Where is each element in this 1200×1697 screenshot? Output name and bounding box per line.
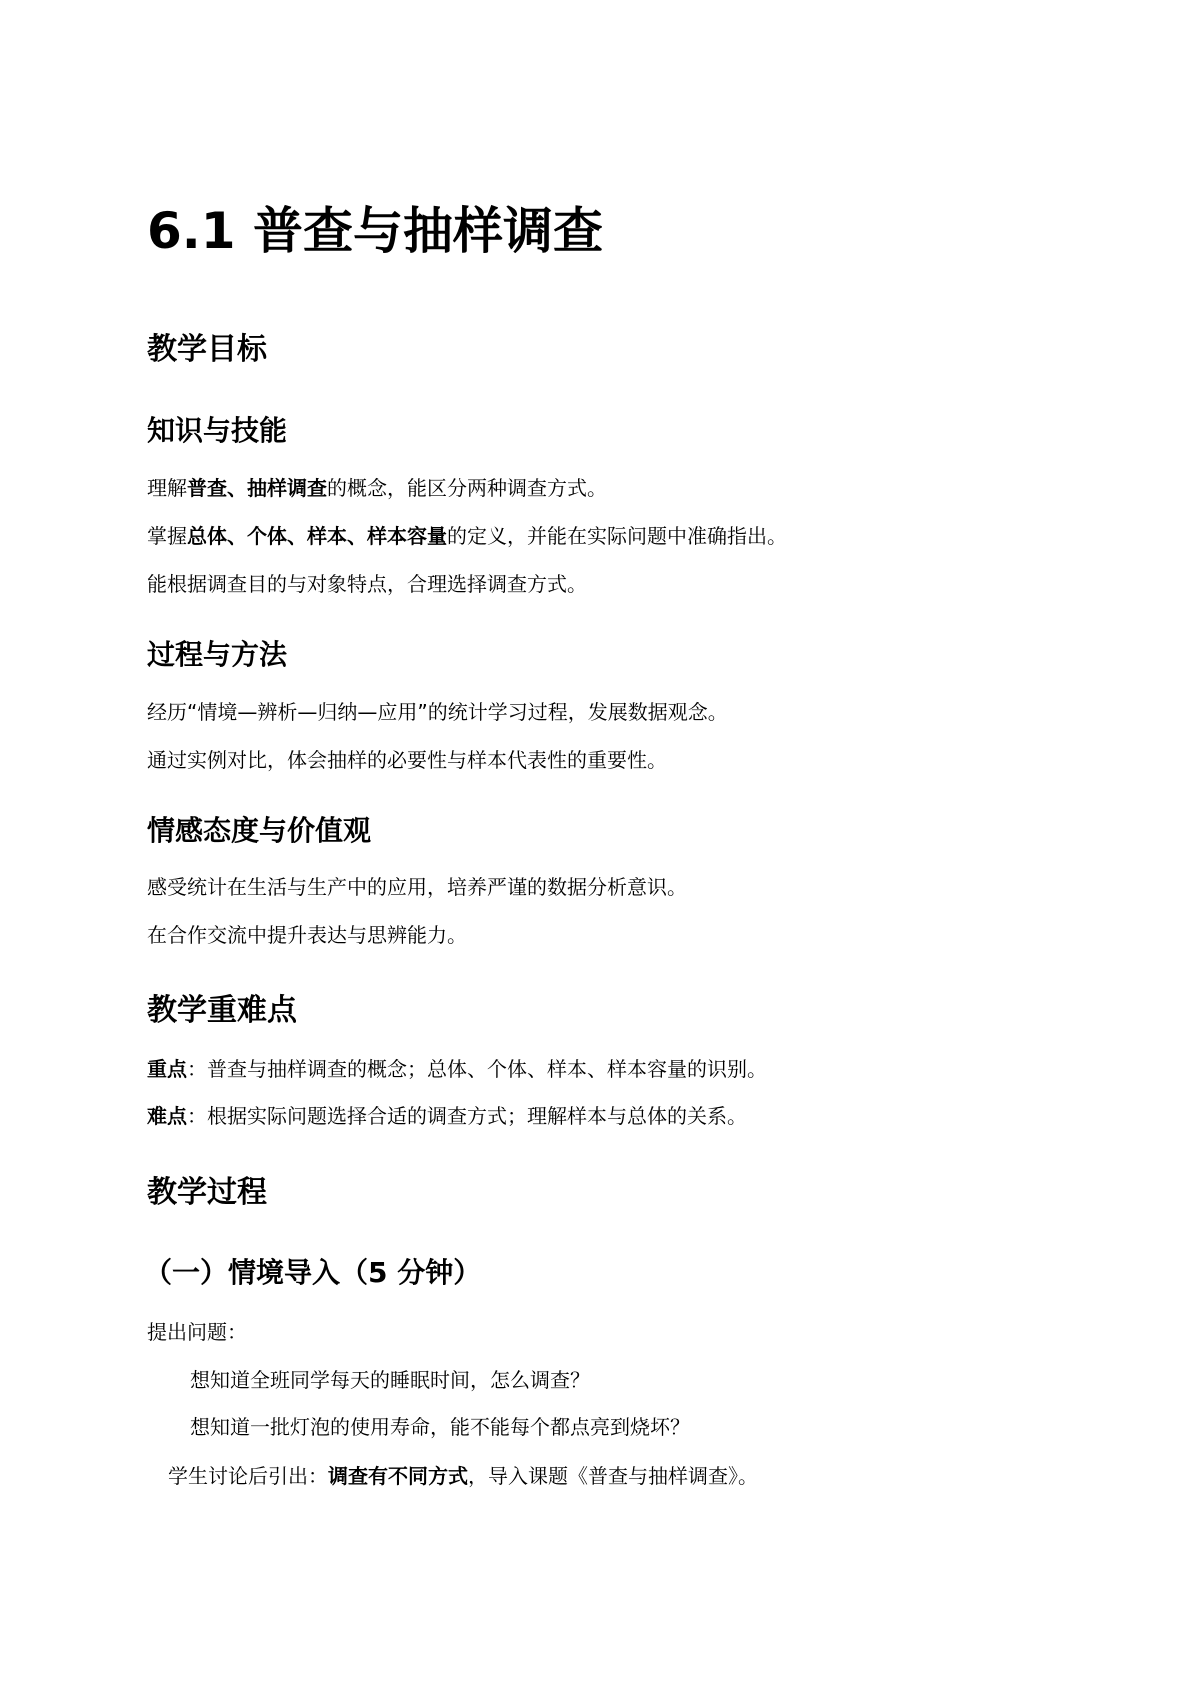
knowledge-line-1: 理解普查、抽样调查的概念，能区分两种调查方式。 [147,476,607,500]
heading-attitude-values: 情感态度与价值观 [147,814,372,847]
intro-question-1: 想知道全班同学每天的睡眠时间，怎么调查？ [190,1368,590,1392]
heading-teaching-goals: 教学目标 [147,332,267,367]
focus-line: 重点：普查与抽样调查的概念；总体、个体、样本、样本容量的识别。 [147,1057,767,1081]
heading-key-difficult-points: 教学重难点 [147,993,297,1028]
intro-question-2: 想知道一批灯泡的使用寿命，能不能每个都点亮到烧坏？ [190,1415,690,1439]
heading-knowledge-skills: 知识与技能 [147,414,288,447]
attitude-line-2: 在合作交流中提升表达与思辨能力。 [147,923,467,947]
intro-conclusion: 学生讨论后引出：调查有不同方式，导入课题《普查与抽样调查》。 [168,1464,758,1488]
heading-process-methods: 过程与方法 [147,638,288,671]
heading-teaching-process: 教学过程 [147,1175,267,1210]
heading-part-1-intro: （一）情境导入（5 分钟） [144,1256,482,1289]
knowledge-line-3: 能根据调查目的与对象特点，合理选择调查方式。 [147,572,587,596]
process-line-2: 通过实例对比，体会抽样的必要性与样本代表性的重要性。 [147,748,667,772]
attitude-line-1: 感受统计在生活与生产中的应用，培养严谨的数据分析意识。 [147,875,687,899]
knowledge-line-2: 掌握总体、个体、样本、样本容量的定义，并能在实际问题中准确指出。 [147,524,787,548]
difficulty-line: 难点：根据实际问题选择合适的调查方式；理解样本与总体的关系。 [147,1104,747,1128]
intro-prompt: 提出问题： [147,1320,247,1344]
difficulty-label: 难点 [147,1104,187,1128]
process-line-1: 经历“情境—辨析—归纳—应用”的统计学习过程，发展数据观念。 [147,700,728,724]
focus-label: 重点 [147,1057,187,1081]
page-title: 6.1 普查与抽样调查 [147,202,603,260]
